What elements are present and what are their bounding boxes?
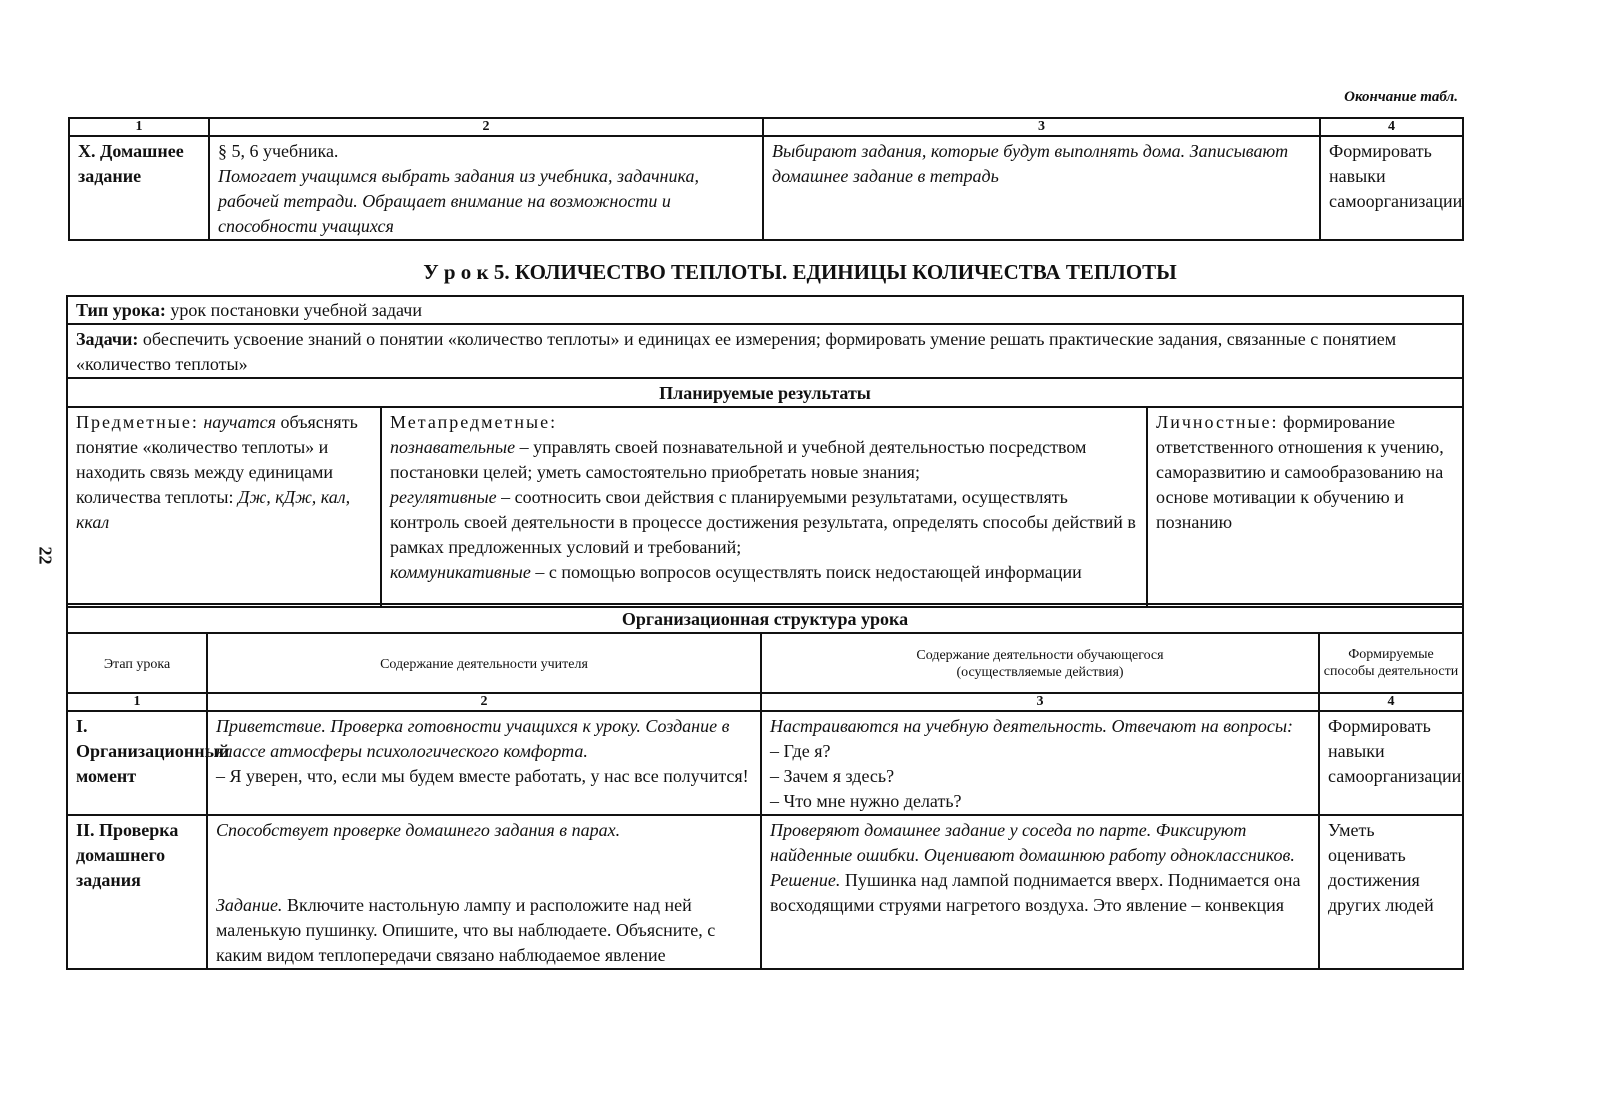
student-italic-text: Проверяют домашнее задание у соседа по парте. Фиксируют найденные ошибки. Оценивают домашнюю работу одноклассников. [770, 820, 1295, 865]
meta-label: Метапредметные: [390, 412, 558, 432]
teacher-italic-text: Приветствие. Проверка готовности учащихся к уроку. Создание в классе атмосферы психологического комфорта. [216, 716, 730, 761]
meta-communicative [390, 560, 1138, 585]
teacher-task [216, 893, 752, 968]
column-numbers-row [69, 118, 1463, 136]
student-solution-text: Пушинка над лампой поднимается вверх. Поднимается она восходящими струями нагретого воздуха. Это явление – конвекция [770, 870, 1301, 915]
student-solution-label: Решение. [770, 870, 841, 890]
planned-results-row [67, 407, 1463, 607]
lesson-type-value: урок постановки учебной задачи [165, 300, 422, 320]
continuation-note: Окончание табл. [1344, 89, 1458, 105]
subject-units: Дж, кДж, кал, ккал [76, 487, 351, 532]
student-cell: Выбирают задания, которые будут выполнять дома. Записывают домашнее задание в тетрадь [763, 136, 1320, 240]
header-student-line1: Содержание деятельности обучающегося [916, 648, 1164, 663]
meta-regulative [390, 485, 1138, 560]
subject-italic: научатся [198, 412, 276, 432]
meta-results-cell [381, 407, 1147, 607]
table-row [67, 711, 1463, 815]
col-number: 4 [1320, 118, 1463, 136]
tasks-label: Задачи: [76, 329, 139, 349]
stage-cell: II. Проверка домашнего задания [67, 815, 207, 969]
teacher-task-label: Задание. [216, 895, 283, 915]
col-number: 1 [69, 118, 209, 136]
column-numbers-row [67, 693, 1463, 711]
skills-cell: Уметь оценивать достижения других людей [1319, 815, 1463, 969]
header-student-line2: (осуществляемые действия) [956, 665, 1124, 680]
teacher-cell [209, 136, 763, 240]
lesson-type-label: Тип урока: [76, 300, 166, 320]
student-question: – Зачем я здесь? [770, 766, 895, 786]
tasks-value: обеспечить усвоение знаний о понятии «количество теплоты» и единицах ее измерения; формировать умение решать практические задания, связанные с понятием «количество теплоты» [76, 329, 1397, 374]
header-skills: Формируемые способы деятельности [1319, 633, 1463, 693]
col-number: 1 [67, 693, 207, 711]
teacher-cell [207, 815, 761, 969]
lesson-type-row [67, 296, 1463, 324]
meta-communicative-label: коммуникативные [390, 562, 531, 582]
student-italic-text: Настраиваются на учебную деятельность. Отвечают на вопросы: [770, 716, 1294, 736]
col-number: 2 [209, 118, 763, 136]
lesson-title: У р о к 5. КОЛИЧЕСТВО ТЕПЛОТЫ. ЕДИНИЦЫ КОЛИЧЕСТВА ТЕПЛОТЫ [423, 260, 1177, 284]
student-solution [770, 868, 1310, 918]
teacher-cell [207, 711, 761, 815]
table-row [69, 136, 1463, 240]
meta-cognitive [390, 435, 1138, 485]
meta-communicative-text: – с помощью вопросов осуществлять поиск недостающей информации [530, 562, 1082, 582]
org-structure-header [67, 604, 1463, 633]
subject-results-cell [67, 407, 381, 607]
personal-label: Личностные: [1156, 412, 1279, 432]
subject-label: Предметные: [76, 412, 199, 432]
planned-results-title: Планируемые результаты [67, 378, 1463, 407]
header-stage: Этап урока [67, 633, 207, 693]
col-number: 3 [763, 118, 1320, 136]
student-question: – Что мне нужно делать? [770, 791, 962, 811]
personal-text: формирование ответственного отношения к учению, саморазвитию и самообразованию на основе мотивации к обучению и познанию [1156, 412, 1444, 532]
meta-regulative-label: регулятивные [390, 487, 497, 507]
org-structure-table [66, 603, 1464, 970]
stage-cell: I. Организационный момент [67, 711, 207, 815]
page-number: 22 [35, 546, 56, 565]
teacher-text: – Я уверен, что, если мы будем вместе работать, у нас все получится! [216, 766, 749, 786]
student-question: – Где я? [770, 741, 831, 761]
col-number: 4 [1319, 693, 1463, 711]
student-cell [761, 815, 1319, 969]
col-number: 2 [207, 693, 761, 711]
personal-results-cell [1147, 407, 1463, 607]
org-structure-title: Организационная структура урока [67, 604, 1463, 633]
student-cell [761, 711, 1319, 815]
teacher-task-text: Включите настольную лампу и расположите над ней маленькую пушинку. Опишите, что вы наблюдаете. Объясните, с каким видом теплопередачи связано наблюдаемое явление [216, 895, 716, 965]
meta-regulative-text: – соотносить свои действия с планируемыми результатами, осуществлять контроль своей деятельности в процессе достижения результата, определять способы действий в рамках предложенных условий и требований; [390, 487, 1136, 557]
meta-cognitive-label: познавательные [390, 437, 516, 457]
teacher-text: § 5, 6 учебника. [218, 141, 339, 161]
lesson-tasks-row [67, 324, 1463, 378]
meta-cognitive-text: – управлять своей познавательной и учебной деятельностью посредством постановки целей; уметь самостоятельно приобретать новые знания; [390, 437, 1087, 482]
column-headers-row [67, 633, 1463, 693]
col-number: 3 [761, 693, 1319, 711]
homework-table [68, 117, 1464, 241]
table-row [67, 815, 1463, 969]
header-student [761, 633, 1319, 693]
stage-cell: X. Домашнее задание [69, 136, 209, 240]
skills-cell: Формировать навыки самоорганизации [1319, 711, 1463, 815]
teacher-italic-text: Способствует проверке домашнего задания в парах. [216, 820, 621, 840]
header-teacher: Содержание деятельности учителя [207, 633, 761, 693]
planned-results-header [67, 378, 1463, 407]
skills-cell: Формировать навыки самоорганизации [1320, 136, 1463, 240]
teacher-italic-text: Помогает учащимся выбрать задания из учебника, задачника, рабочей тетради. Обращает внимание на возможности и способности учащихся [218, 166, 699, 236]
subject-text: объяснять понятие «количество теплоты» и находить связь между единицами количества теплоты: [76, 412, 358, 507]
lesson-info-table [66, 295, 1464, 608]
